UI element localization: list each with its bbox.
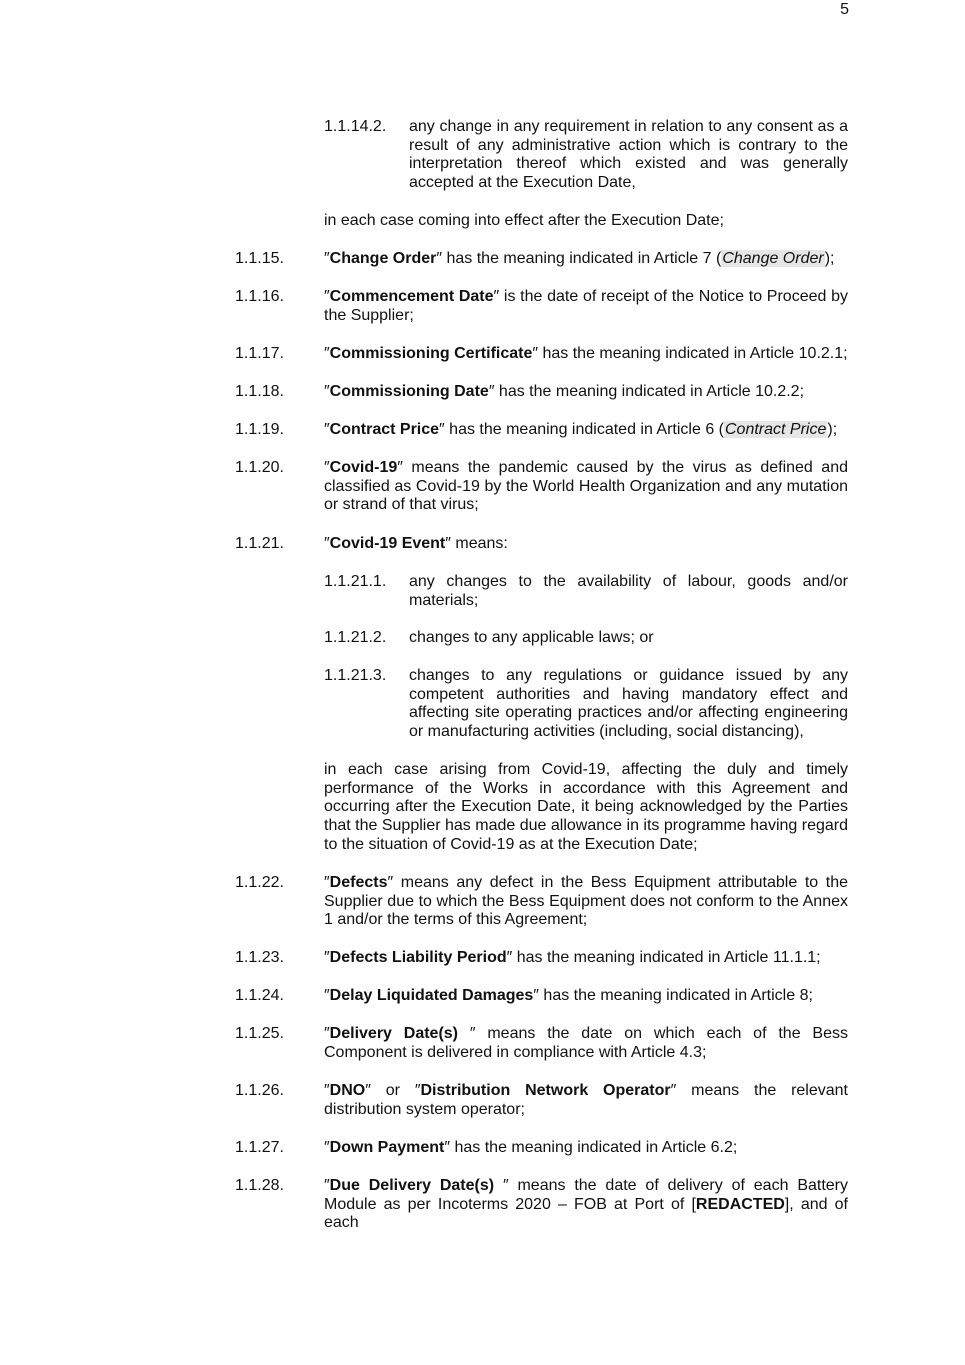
- clause-text: changes to any applicable laws; or: [409, 629, 654, 646]
- clause-number: 1.1.22.: [235, 874, 284, 891]
- page-number: 5: [840, 1, 849, 18]
- defined-term: Down Payment: [329, 1139, 445, 1156]
- definition-defects-liability-period: ″Defects Liability Period″ has the meaning indicated in Article 11.1.1;: [324, 949, 821, 966]
- clause-number: 1.1.14.2.: [324, 118, 387, 135]
- clause-number: 1.1.21.2.: [324, 629, 387, 646]
- clause-number: 1.1.15.: [235, 250, 284, 267]
- redacted-text: REDACTED: [695, 1195, 785, 1213]
- clause-number: 1.1.18.: [235, 383, 284, 400]
- cross-reference: Change Order: [722, 250, 824, 267]
- definition-contract-price: ″Contract Price″ has the meaning indicated in Article 6 (Contract Price);: [324, 421, 838, 438]
- clause-text: changes to any regulations or guidance issued by any competent authorities and having mandatory effect and affecting site operating practices and/or affecting engineering or manufacturing activities (including, social distancing),: [409, 667, 848, 741]
- clause-number: 1.1.23.: [235, 949, 284, 966]
- defined-term: Covid-19: [329, 459, 398, 476]
- definition-covid-19: ″Covid-19″ means the pandemic caused by the virus as defined and classified as Covid-19 by the World Health Organization and any mutation or strand of that virus;: [324, 459, 848, 514]
- clause-number: 1.1.19.: [235, 421, 284, 438]
- clause-text: any change in any requirement in relation to any consent as a result of any administrative action which is contrary to the interpretation thereof which existed and was generally accepted at the Execution Date,: [409, 118, 848, 192]
- definition-commissioning-date: ″Commissioning Date″ has the meaning indicated in Article 10.2.2;: [324, 383, 805, 400]
- clause-number: 1.1.21.3.: [324, 667, 387, 684]
- defined-term: Defects Liability Period: [329, 949, 507, 966]
- defined-term: Covid-19 Event: [329, 535, 446, 552]
- defined-term: DNO: [329, 1082, 366, 1099]
- clause-number: 1.1.21.1.: [324, 573, 387, 590]
- definition-commissioning-certificate: ″Commissioning Certificate″ has the meaning indicated in Article 10.2.1;: [324, 345, 848, 362]
- clause-text: any changes to the availability of labour, goods and/or materials;: [409, 573, 848, 609]
- defined-term: Contract Price: [329, 421, 440, 438]
- defined-term: Change Order: [329, 250, 437, 267]
- clause-number: 1.1.24.: [235, 987, 284, 1004]
- definition-covid-19-event: ″Covid-19 Event″ means:: [324, 535, 508, 552]
- clause-number: 1.1.20.: [235, 459, 284, 476]
- definition-due-delivery-dates: ″Due Delivery Date(s) ″ means the date of delivery of each Battery Module as per Incoterms 2020 – FOB at Port of [REDACTED], and of each: [324, 1177, 849, 1232]
- clause-number: 1.1.27.: [235, 1139, 284, 1156]
- defined-term: Distribution Network Operator: [420, 1082, 671, 1099]
- defined-term: Defects: [329, 874, 388, 891]
- defined-term: Delay Liquidated Damages: [329, 987, 534, 1004]
- defined-term: Commencement Date: [329, 288, 494, 305]
- defined-term: Commissioning Date: [329, 383, 489, 400]
- definition-down-payment: ″Down Payment″ has the meaning indicated in Article 6.2;: [324, 1139, 738, 1156]
- definition-dno: ″DNO″ or ″Distribution Network Operator″ means the relevant distribution system operator;: [324, 1082, 848, 1118]
- cross-reference: Contract Price: [725, 421, 827, 438]
- clause-number: 1.1.17.: [235, 345, 284, 362]
- defined-term: Commissioning Certificate: [329, 345, 533, 362]
- clause-number: 1.1.28.: [235, 1177, 284, 1194]
- defined-term: Due Delivery Date(s): [329, 1177, 503, 1194]
- definition-change-order: ″Change Order″ has the meaning indicated in Article 7 (Change Order);: [324, 250, 835, 267]
- clause-number: 1.1.25.: [235, 1025, 284, 1042]
- definition-delivery-dates: ″Delivery Date(s) ″ means the date on which each of the Bess Component is delivered in compliance with Article 4.3;: [324, 1025, 848, 1061]
- definition-defects: ″Defects″ means any defect in the Bess Equipment attributable to the Supplier due to which the Bess Equipment does not conform to the Annex 1 and/or the terms of this Agreement;: [324, 874, 848, 929]
- clause-number: 1.1.21.: [235, 535, 284, 552]
- clause-number: 1.1.26.: [235, 1082, 284, 1099]
- definition-commencement-date: ″Commencement Date″ is the date of receipt of the Notice to Proceed by the Supplier;: [324, 288, 848, 324]
- defined-term: Delivery Date(s): [329, 1025, 470, 1042]
- clause-number: 1.1.16.: [235, 288, 284, 305]
- clause-continuation: in each case coming into effect after the Execution Date;: [324, 212, 724, 229]
- definition-delay-liquidated-damages: ″Delay Liquidated Damages″ has the meaning indicated in Article 8;: [324, 987, 813, 1004]
- clause-continuation: in each case arising from Covid-19, affecting the duly and timely performance of the Works in accordance with this Agreement and occurring after the Execution Date, it being acknowledged by the Parties that the Supplier has made due allowance in its programme having regard to the situation of Covid-19 as at the Execution Date;: [324, 761, 848, 853]
